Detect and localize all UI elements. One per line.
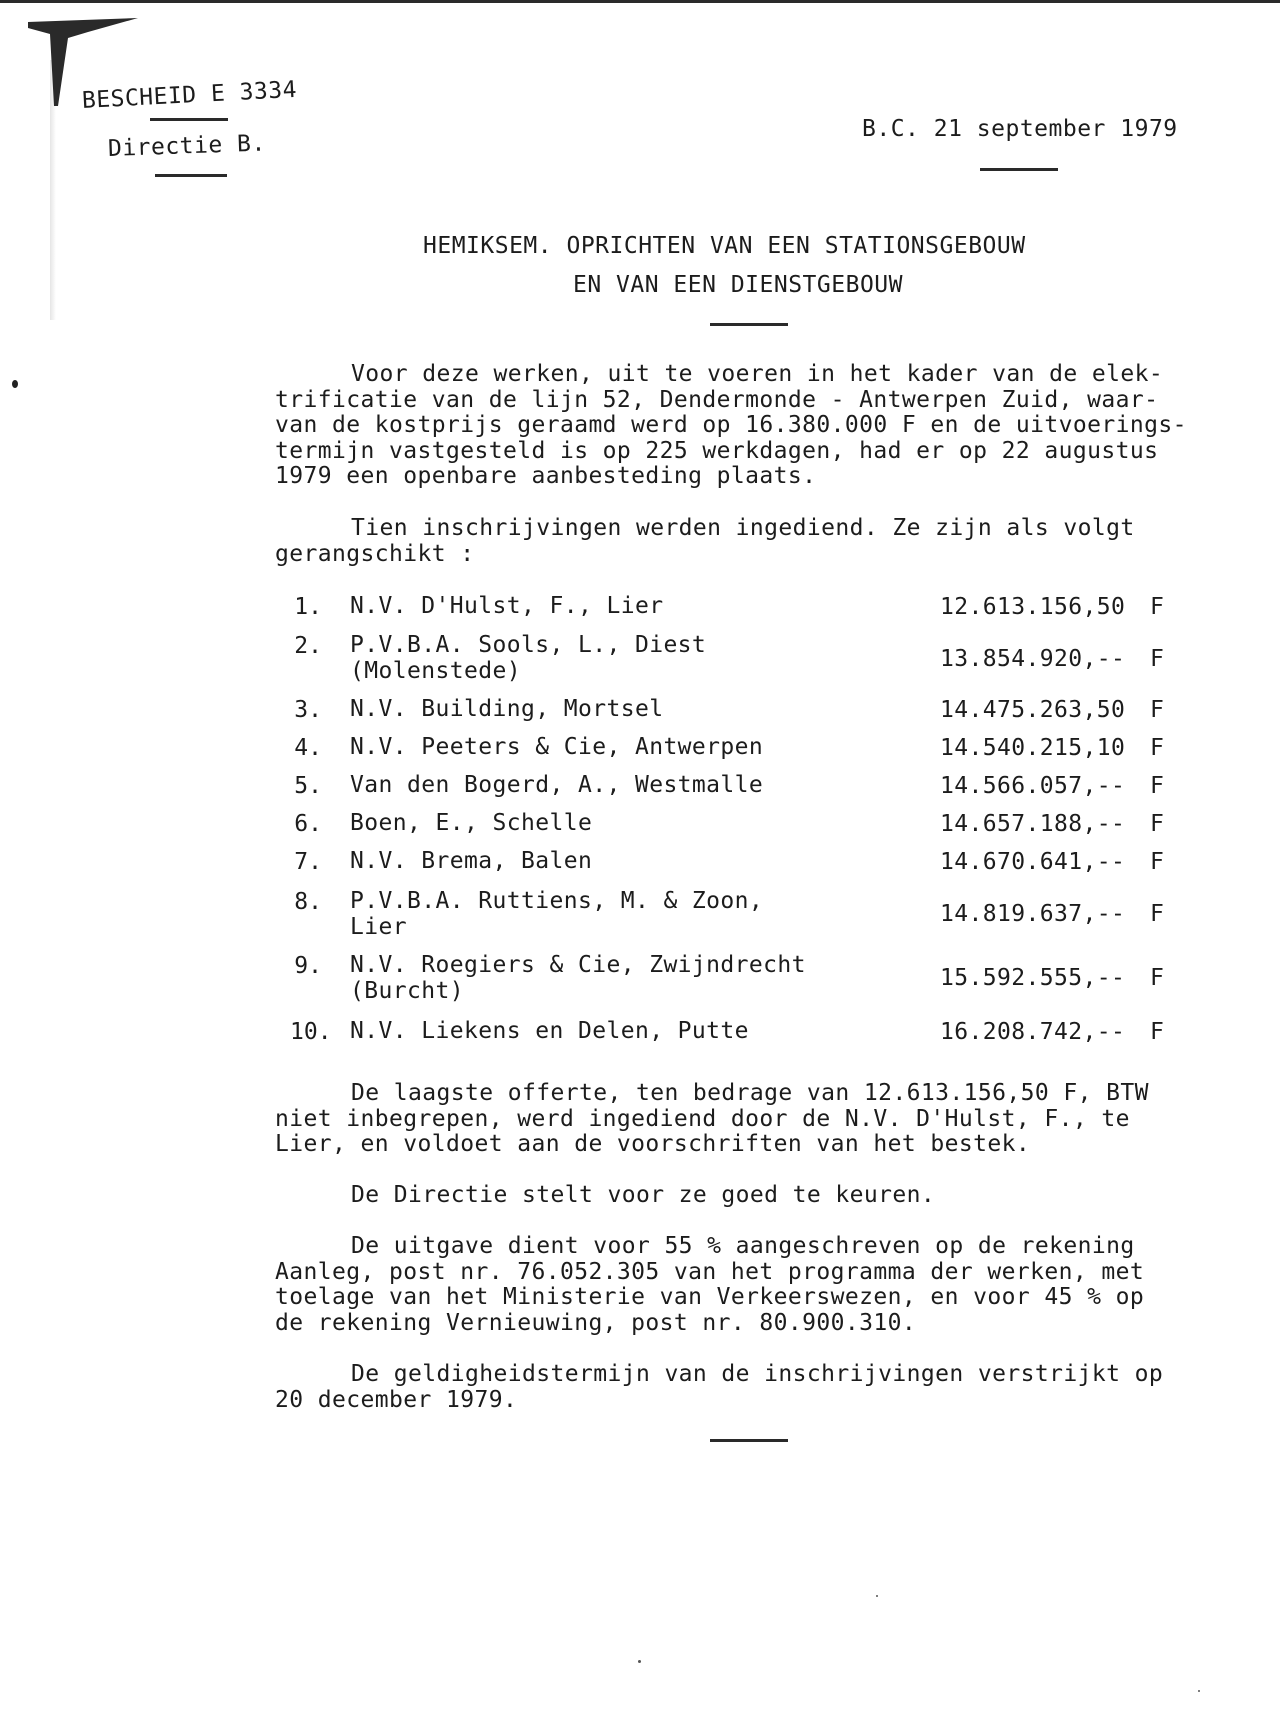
bidder-name: N.V. Liekens en Delen, Putte [350,1018,749,1044]
validity-paragraph: De geldigheidstermijn van de inschrijvingen verstrijkt op 20 december 1979. [275,1361,1164,1413]
scan-speck [1198,1690,1200,1692]
bid-amount: 14.657.188,-- [940,811,1126,837]
bid-rank: 10. [290,1019,332,1045]
intro-paragraph: Voor deze werken, uit te voeren in het kader van de elek- trificatie van de lijn 52, Dendermonde - Antwerpen Zuid, waar- van de kostprijs geraamd werd op 16.380.000 F en de uitvoerings- termijn vastgesteld is op 225 werkdagen, had er op 22 augustus 1979 een openbare aanbesteding plaats. [275,361,1187,489]
expenditure-paragraph: De uitgave dient voor 55 % aangeschreven op de rekening Aanleg, post nr. 76.052.305 van het programma der werken, met toelage van het Ministerie van Verkeerswezen, en voor 45 % op de rekening Vernieuwing, post nr. 80.900.310. [275,1233,1145,1336]
list-item [290,811,1180,841]
bid-rank: 5. [294,773,322,799]
bid-rank: 9. [294,953,322,979]
bid-amount: 15.592.555,-- [940,965,1126,991]
list-item [290,952,1180,1004]
document-title-line-1: HEMIKSEM. OPRICHTEN VAN EEN STATIONSGEBOUW [423,233,1026,259]
bid-amount: 12.613.156,50 [940,594,1126,620]
lowest-offer-paragraph: De laagste offerte, ten bedrage van 12.613.156,50 F, BTW niet inbegrepen, werd ingediend door de N.V. D'Hulst, F., te Lier, en voldoet aan de voorschriften van het bestek. [275,1080,1149,1157]
bid-currency: F [1150,849,1164,875]
title-underline [710,323,788,326]
closing-rule [710,1439,788,1442]
bidder-name: P.V.B.A. Ruttiens, M. & Zoon, Lier [350,888,764,940]
bidder-name: N.V. D'Hulst, F., Lier [350,593,664,619]
document-title-line-2: EN VAN EEN DIENSTGEBOUW [573,272,903,298]
bid-amount: 14.819.637,-- [940,901,1126,927]
bid-rank: 2. [294,633,322,659]
reference-underline [150,118,228,121]
bid-rank: 4. [294,735,322,761]
dateline: B.C. 21 september 1979 [862,116,1178,142]
bid-rank: 7. [294,849,322,875]
bid-rank: 6. [294,811,322,837]
bidder-name: P.V.B.A. Sools, L., Diest (Molenstede) [350,632,707,684]
bid-currency: F [1150,811,1164,837]
dateline-underline [980,168,1058,171]
bid-currency: F [1150,594,1164,620]
bidder-name: N.V. Peeters & Cie, Antwerpen [350,734,764,760]
proposal-paragraph: De Directie stelt voor ze goed te keuren. [351,1182,936,1208]
bid-rank: 3. [294,697,322,723]
bid-currency: F [1150,735,1164,761]
bid-amount: 14.540.215,10 [940,735,1126,761]
bidder-name: N.V. Brema, Balen [350,848,593,874]
bid-currency: F [1150,901,1164,927]
list-item [290,773,1180,803]
bids-intro-paragraph: Tien inschrijvingen werden ingediend. Ze zijn als volgt gerangschikt : [275,515,1135,567]
bid-currency: F [1150,646,1164,672]
list-item [290,697,1180,727]
scan-speck [638,1660,641,1663]
bid-amount: 14.670.641,-- [940,849,1126,875]
list-item [290,632,1180,684]
bidder-name: Van den Bogerd, A., Westmalle [350,772,764,798]
bidder-name: N.V. Roegiers & Cie, Zwijndrecht (Burcht) [350,952,806,1004]
reference-number: BESCHEID E 3334 [81,76,298,114]
top-edge-line [0,0,1280,3]
bid-amount: 13.854.920,-- [940,646,1126,672]
bid-amount: 16.208.742,-- [940,1019,1126,1045]
bidder-name: N.V. Building, Mortsel [350,696,664,722]
list-item [290,888,1180,940]
bid-currency: F [1150,773,1164,799]
department-underline [155,174,227,177]
bid-currency: F [1150,1019,1164,1045]
punch-hole-mark [12,380,18,388]
bid-amount: 14.566.057,-- [940,773,1126,799]
list-item [290,1019,1180,1049]
department-label: Directie B. [107,130,267,162]
bid-amount: 14.475.263,50 [940,697,1126,723]
bid-currency: F [1150,965,1164,991]
list-item [290,849,1180,879]
list-item [290,594,1180,624]
list-item [290,735,1180,765]
bid-rank: 8. [294,889,322,915]
bid-currency: F [1150,697,1164,723]
bid-rank: 1. [294,594,322,620]
bidder-name: Boen, E., Schelle [350,810,593,836]
scan-speck [876,1595,878,1597]
